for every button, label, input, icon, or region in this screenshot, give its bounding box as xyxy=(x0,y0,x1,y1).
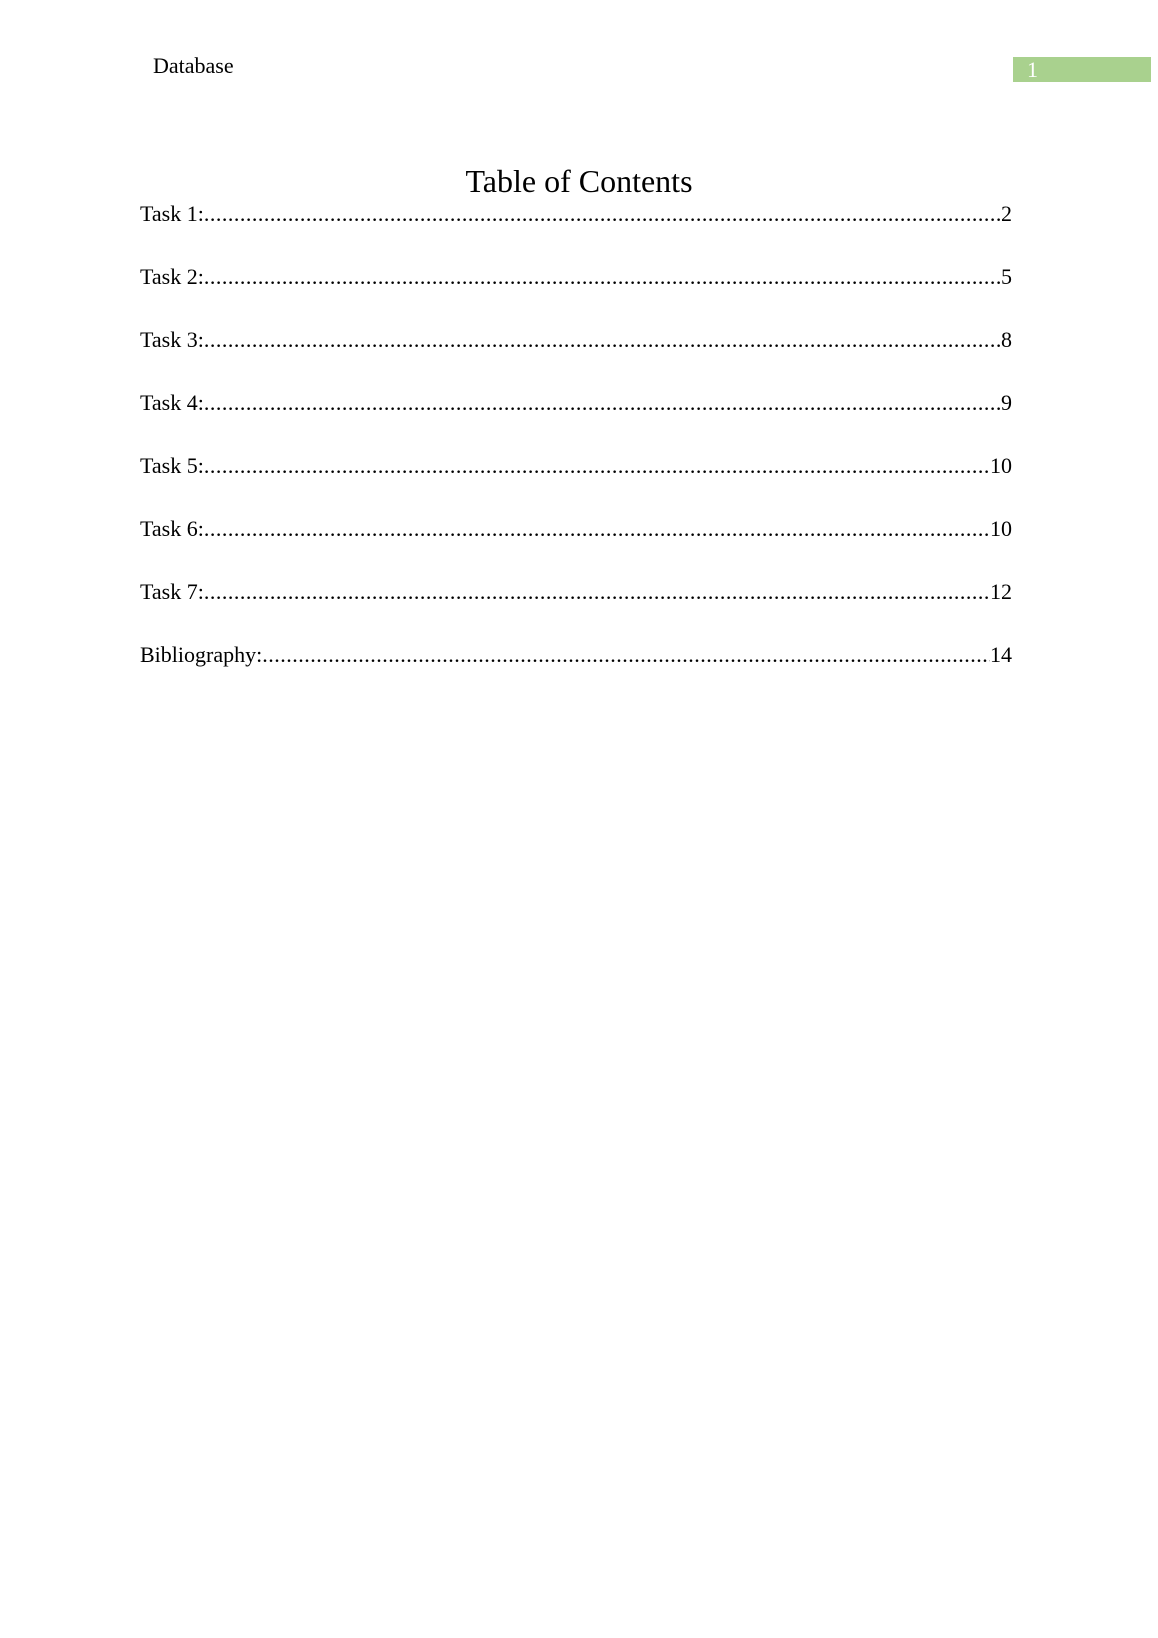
toc-entry-task-4[interactable] xyxy=(140,389,1012,417)
toc-dot-leader xyxy=(204,578,990,606)
toc-dot-leader xyxy=(204,200,1001,228)
toc-entry-page: 2 xyxy=(1001,201,1012,226)
toc-entry-task-3[interactable] xyxy=(140,326,1012,354)
toc-heading: Table of Contents xyxy=(465,163,693,199)
toc-entry-label: Task 3: xyxy=(140,327,204,352)
toc-entry-label: Bibliography: xyxy=(140,642,263,667)
page-number-badge: 1 xyxy=(1013,57,1151,82)
toc-entry-label: Task 4: xyxy=(140,390,204,415)
toc-entry-page: 10 xyxy=(990,516,1012,541)
toc-entry-page: 9 xyxy=(1001,390,1012,415)
toc-entry-task-5[interactable] xyxy=(140,452,1012,480)
toc-dot-leader xyxy=(204,389,1001,417)
toc-entry-page: 8 xyxy=(1001,327,1012,352)
toc-entry-page: 14 xyxy=(990,642,1012,667)
toc-entry-label: Task 2: xyxy=(140,264,204,289)
toc-entry-bibliography[interactable] xyxy=(140,641,1012,669)
toc-entry-label: Task 1: xyxy=(140,201,204,226)
toc-entry-label: Task 7: xyxy=(140,579,204,604)
running-header-title: Database xyxy=(153,53,234,78)
toc-dot-leader xyxy=(204,515,990,543)
toc-entry-task-2[interactable] xyxy=(140,263,1012,291)
toc-dot-leader xyxy=(204,263,1001,291)
toc-entry-page: 5 xyxy=(1001,264,1012,289)
toc-entry-label: Task 6: xyxy=(140,516,204,541)
toc-list xyxy=(140,200,1012,704)
toc-entry-task-6[interactable] xyxy=(140,515,1012,543)
toc-entry-page: 10 xyxy=(990,453,1012,478)
toc-dot-leader xyxy=(204,326,1001,354)
toc-entry-label: Task 5: xyxy=(140,453,204,478)
toc-entry-task-1[interactable] xyxy=(140,200,1012,228)
toc-entry-page: 12 xyxy=(990,579,1012,604)
toc-dot-leader xyxy=(204,452,990,480)
toc-entry-task-7[interactable] xyxy=(140,578,1012,606)
toc-dot-leader xyxy=(262,641,990,669)
